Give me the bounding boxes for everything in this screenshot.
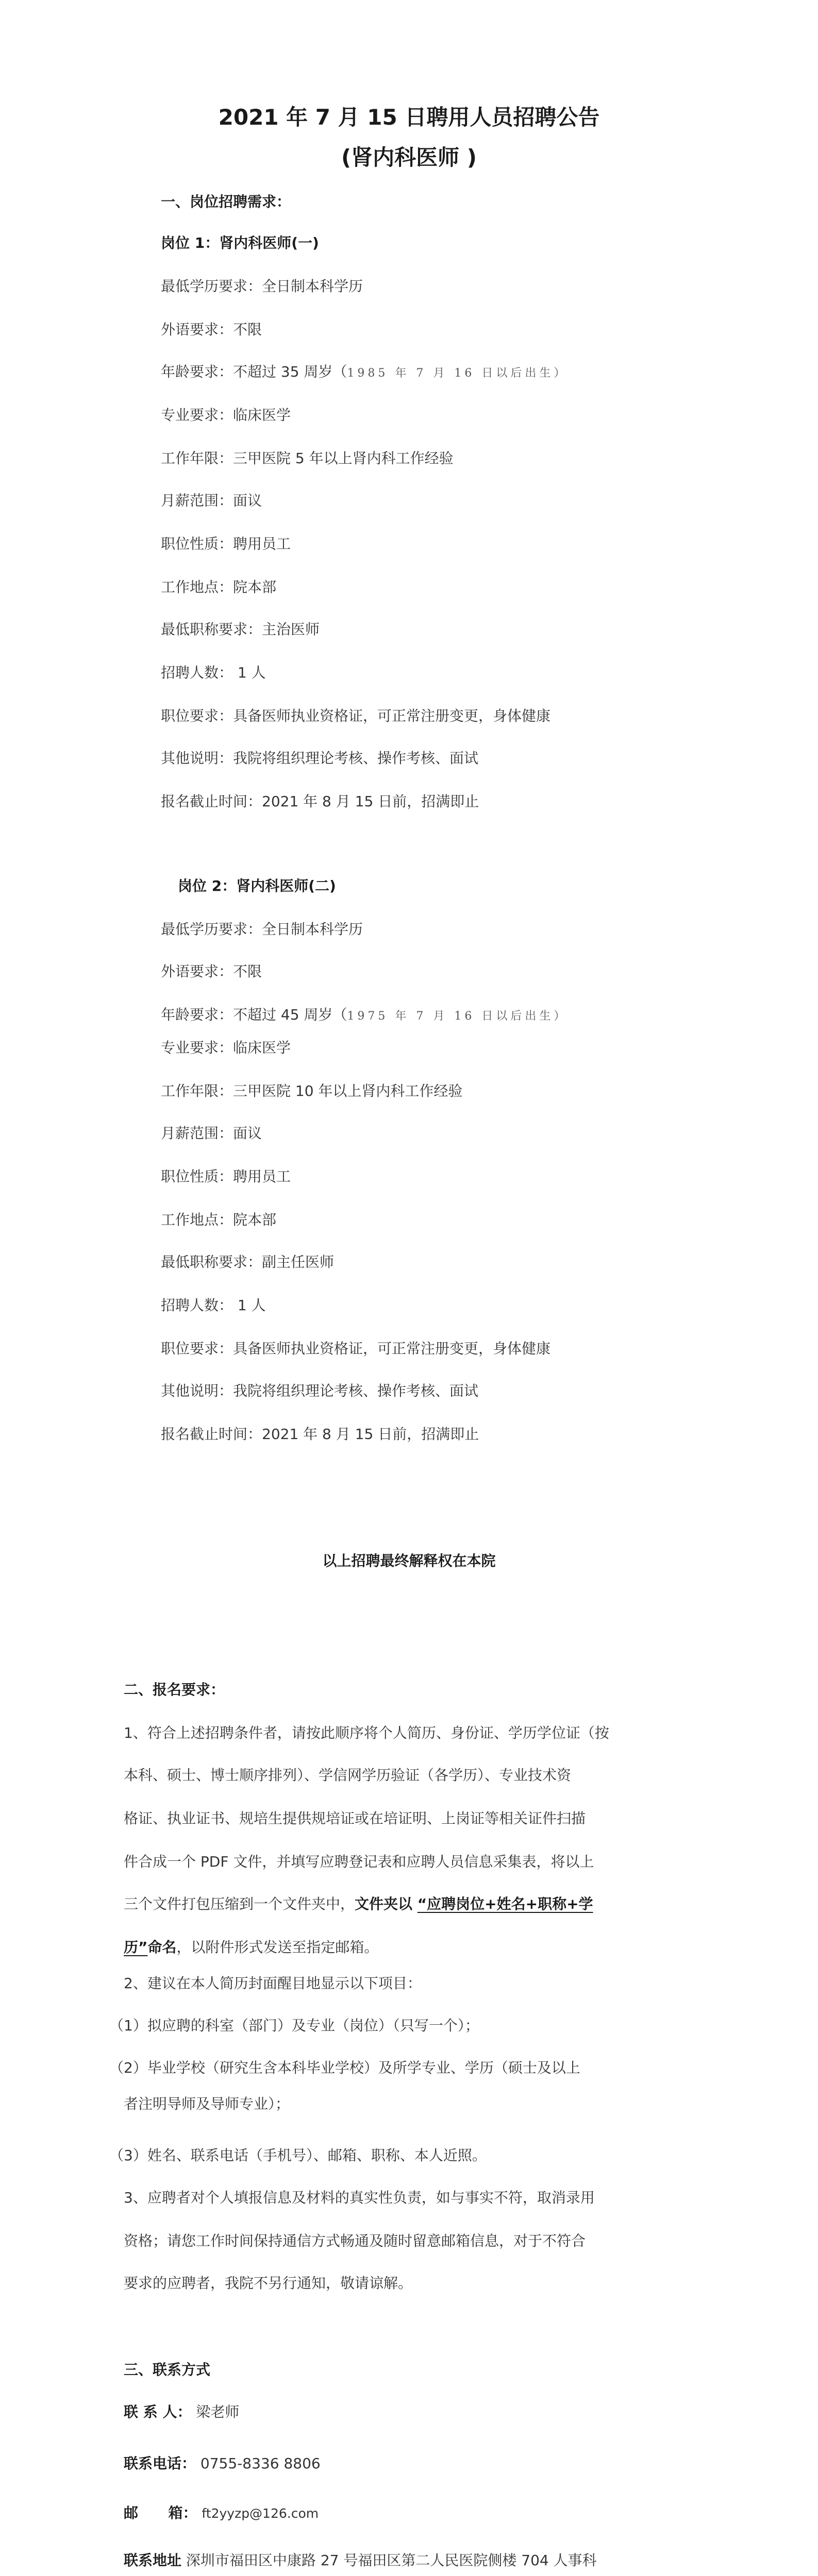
- requirement-1-line-4: 件合成一个 PDF 文件，并填写应聘登记表和应聘人员信息采集表，将以上: [124, 1853, 594, 1870]
- section1-heading: 一、岗位招聘需求：: [161, 193, 291, 210]
- position1-title-req: 最低职称要求：主治医师: [161, 621, 320, 638]
- contact-person: [124, 2402, 239, 2422]
- position2-age: [161, 1005, 568, 1027]
- section2-heading: 二、报名要求：: [124, 1681, 225, 1698]
- requirement-1-line-5-b: 文件夹以: [355, 1895, 418, 1912]
- final-interpretation-note: 以上招聘最终解释权在本院: [322, 1552, 496, 1569]
- contact-address-label: 联系地址: [124, 2552, 182, 2569]
- position1-duty: 职位要求：具备医师执业资格证，可正常注册变更，身体健康: [161, 707, 551, 724]
- position2-salary: 月薪范围：面议: [161, 1125, 262, 1142]
- contact-person-value: 梁老师: [196, 2403, 240, 2420]
- contact-phone: [124, 2453, 321, 2474]
- contact-address: [124, 2550, 597, 2571]
- requirement-1-line-3: 格证、执业证书、规培生提供规培证或在培证明、上岗证等相关证件扫描: [124, 1810, 586, 1827]
- contact-phone-label: 联系电话：: [124, 2455, 196, 2472]
- position1-language: 外语要求：不限: [161, 321, 262, 338]
- position1-deadline: 报名截止时间：2021 年 8 月 15 日前，招满即止: [161, 793, 479, 810]
- position1-age-note: 1985 年 7 月 16 日以后出生）: [347, 367, 569, 380]
- position1-location: 工作地点：院本部: [161, 579, 277, 596]
- position2-age-note: 1975 年 7 月 16 日以后出生）: [347, 1010, 569, 1023]
- contact-email: [124, 2503, 319, 2524]
- position2-language: 外语要求：不限: [161, 963, 262, 980]
- position2-duty: 职位要求：具备医师执业资格证，可正常注册变更，身体健康: [161, 1340, 551, 1357]
- page-subtitle: (肾内科医师 ): [341, 145, 477, 170]
- requirement-1-line-1: 1、符合上述招聘条件者，请按此顺序将个人简历、身份证、学历学位证（按: [124, 1724, 609, 1741]
- position1-count: 招聘人数： 1 人: [161, 664, 266, 681]
- folder-naming-rule: “应聘岗位+姓名+职称+学: [417, 1895, 593, 1912]
- position1-salary: 月薪范围：面议: [161, 492, 262, 509]
- requirement-1-line-5: [124, 1894, 593, 1914]
- position2-count: 招聘人数： 1 人: [161, 1297, 266, 1314]
- position2-major: 专业要求：临床医学: [161, 1039, 291, 1056]
- contact-email-label: 邮 箱：: [124, 2504, 197, 2521]
- requirement-1-line-6: [124, 1937, 378, 1958]
- requirement-1-line-5-a: 三个文件打包压缩到一个文件夹中，: [124, 1895, 355, 1912]
- position1-heading: 岗位 1：肾内科医师(一): [161, 234, 319, 251]
- requirement-1-line-2: 本科、硕士、博士顺序排列）、学信网学历验证（各学历）、专业技术资: [124, 1767, 572, 1784]
- section3-heading: 三、联系方式: [124, 2361, 211, 2378]
- requirement-3-line-2: 资格；请您工作时间保持通信方式畅通及随时留意邮箱信息，对于不符合: [124, 2232, 586, 2249]
- position1-age-main: 年龄要求：不超过 35 周岁（: [161, 363, 347, 380]
- contact-phone-value: 0755-8336 8806: [200, 2455, 321, 2472]
- requirement-1-line-6-b: 命名: [147, 1939, 177, 1956]
- position2-title-req: 最低职称要求：副主任医师: [161, 1253, 335, 1270]
- contact-person-label: 联 系 人：: [124, 2403, 192, 2420]
- position1-experience: 工作年限：三甲医院 5 年以上肾内科工作经验: [161, 450, 454, 467]
- position1-major: 专业要求：临床医学: [161, 406, 291, 423]
- requirement-2-item-1: （1）拟应聘的科室（部门）及专业（岗位）（只写一个）；: [109, 2017, 479, 2034]
- requirement-2-item-2-line-2: 者注明导师及导师专业）；: [124, 2095, 290, 2112]
- position2-age-main: 年龄要求：不超过 45 周岁（: [161, 1006, 347, 1023]
- contact-email-value[interactable]: ft2yyzp@126.com: [202, 2506, 319, 2521]
- position1-age: [161, 362, 568, 384]
- position1-nature: 职位性质：聘用员工: [161, 535, 291, 552]
- requirement-3-line-1: 3、应聘者对个人填报信息及材料的真实性负责，如与事实不符，取消录用: [124, 2189, 595, 2206]
- position2-location: 工作地点：院本部: [161, 1211, 277, 1228]
- position2-education: 最低学历要求：全日制本科学历: [161, 921, 363, 938]
- page-title: 2021 年 7 月 15 日聘用人员招聘公告: [218, 105, 600, 130]
- requirement-1-line-6-c: ，以附件形式发送至指定邮箱。: [176, 1939, 379, 1956]
- position1-education: 最低学历要求：全日制本科学历: [161, 278, 363, 295]
- requirement-2-item-3: （3）姓名、联系电话（手机号）、邮箱、职称、本人近照。: [109, 2147, 487, 2164]
- requirement-3-line-3: 要求的应聘者，我院不另行通知，敬请谅解。: [124, 2275, 413, 2292]
- contact-address-value: 深圳市福田区中康路 27 号福田区第二人民医院侧楼 704 人事科: [186, 2552, 597, 2569]
- position2-heading: 岗位 2：肾内科医师(二): [178, 877, 336, 894]
- position1-other: 其他说明：我院将组织理论考核、操作考核、面试: [161, 750, 479, 767]
- folder-naming-rule-end: 历”: [124, 1939, 148, 1956]
- position2-other: 其他说明：我院将组织理论考核、操作考核、面试: [161, 1382, 479, 1399]
- position2-deadline: 报名截止时间：2021 年 8 月 15 日前，招满即止: [161, 1426, 479, 1443]
- requirement-2: 2、建议在本人简历封面醒目地显示以下项目：: [124, 1975, 422, 1992]
- position2-nature: 职位性质：聘用员工: [161, 1168, 291, 1185]
- position2-experience: 工作年限：三甲医院 10 年以上肾内科工作经验: [161, 1082, 463, 1099]
- requirement-2-item-2-line-1: （2）毕业学校（研究生含本科毕业学校）及所学专业、学历（硕士及以上: [109, 2059, 580, 2076]
